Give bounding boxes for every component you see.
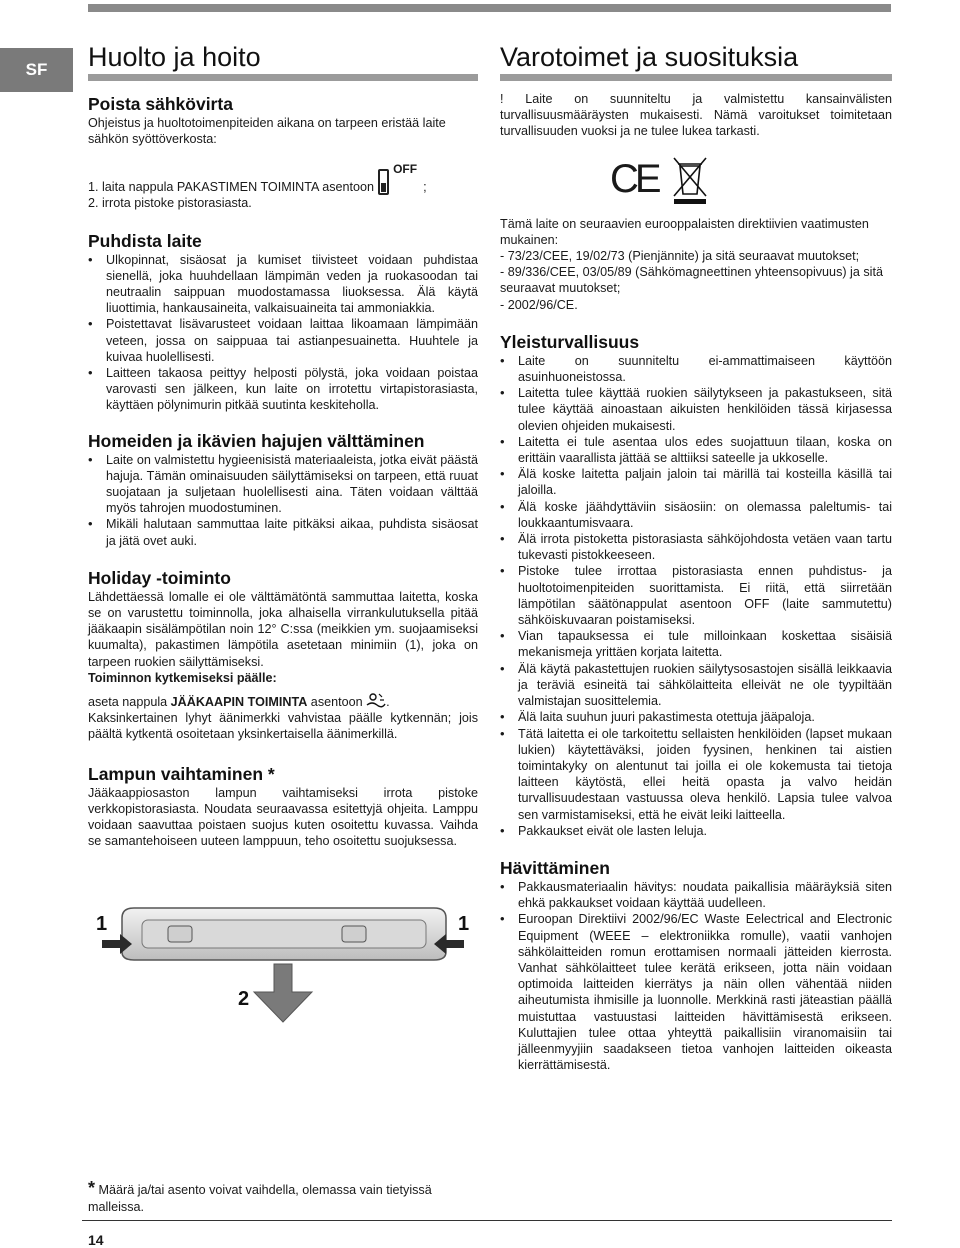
list-item: • Pakkausmateriaalin hävitys: noudata paikallisia määräyksiä siten ehkä pakkaukset voidaan käyttää uudelleen. <box>500 879 892 911</box>
step-1 <box>88 162 478 195</box>
holiday-body: Lähdettäessä lomalle ei ole välttämätöntä sammuttaa laitetta, koska se on varustettu toiminnolla, joka alhaisella virrankulutuksella pitää jääkaapin sisälämpötilan noin 12° C:ssa (meikkien ym. suojaamiseksi kuumalta), pakastimen lämpötila asetetaan minimiin (1), joka on tarpeen ruokien säilyttämiseksi. <box>88 589 478 669</box>
weee-bin-icon <box>670 154 710 204</box>
compliance-marks <box>610 154 892 204</box>
list-item: • Älä käytä pakastettujen ruokien säilytysosastojen sisällä leikkaavia ja teräviä esineitä tai sähkölaitteita elleivät ne ole tyypiltään valmistajan suosittelemia. <box>500 661 892 710</box>
list-item: • Poistettavat lisävarusteet voidaan laittaa likoamaan lämpimään veteen, jossa on saippuaa tai astianpesuainetta. Huuhtele ja kuivaa huolellisesti. <box>88 316 478 365</box>
section-title-maintenance: Huolto ja hoito <box>88 42 261 72</box>
heading-disposal: Hävittäminen <box>500 857 610 878</box>
list-item: • Älä koske jäähdyttäviin sisäosiin: on olemassa paleltumis- tai loukkaantumisvaara. <box>500 499 892 531</box>
top-rule-bar <box>88 4 891 12</box>
step-1-end: ; <box>423 180 427 195</box>
clean-list <box>88 252 478 414</box>
title-rule <box>500 74 892 81</box>
step-1-text: 1. laita nappula PAKASTIMEN TOIMINTA asentoon <box>88 180 375 195</box>
holiday-instruction <box>88 692 478 710</box>
right-column <box>500 40 892 1073</box>
list-item: • Mikäli halutaan sammuttaa laite pitkäksi aikaa, puhdista sisäosat ja jätä ovet auki. <box>88 516 478 548</box>
freezer-knob-icon <box>378 169 389 195</box>
heading-general-safety: Yleisturvallisuus <box>500 331 640 352</box>
list-item: • Laite on valmistettu hygieenisistä materiaaleista, jotka eivät päästä hajuja. Tämän ominaisuuden säilyttämiseksi on tarpeen, että ruuat suojataan ja suljetaan huolellisesti aina. Täten voidaan välttää myös tahrojen muodostuminen. <box>88 452 478 517</box>
language-tab: SF <box>0 48 73 92</box>
section-title-precautions: Varotoimet ja suosituksia <box>500 42 799 72</box>
holiday-instruction-pre: aseta nappula <box>88 695 171 710</box>
diagram-label-right: 1 <box>458 912 470 935</box>
list-item: • Laitetta tulee käyttää ruokien säilytykseen ja pakastukseen, sitä tulee käyttää ainoastaan aikuisten henkilöiden tässä kirjasessa olevien ohjeiden mukaisesti. <box>500 385 892 434</box>
safety-list <box>500 353 892 839</box>
list-item: • Älä koske laitetta paljain jaloin tai märillä tai kosteilla käsillä tai jaloilla. <box>500 466 892 498</box>
directive-line: - 73/23/CEE, 19/02/73 (Pienjännite) ja sitä seuraavat muutokset; <box>500 249 860 264</box>
list-item: • Laitteen takaosa peittyy helposti pölystä, joka voidaan poistaa varovasti sen jälkeen, kun laite on irrotettu virtapistorasiasta, käyttäen pölynimurin pitkää suutinta keskiteholla. <box>88 365 478 414</box>
heading-avoid-mould: Homeiden ja ikävien hajujen välttäminen <box>88 430 425 451</box>
diagram-label-bottom: 2 <box>238 987 250 1010</box>
step-2: 2. irrota pistoke pistorasiasta. <box>88 196 252 211</box>
list-item: • Tätä laitetta ei ole tarkoitettu sellaisten henkilöiden (lapset mukaan lukien) käytettäväksi, joiden fyysinen, henkinen tai aistien toimintakyky on alentunut tai joilla ei ole kokemusta tai tietoja laitteen käytöstä, ellei heitä opasta ja valvo heidän turvallisuudestaan vastuussa oleva henkilö. Lapsia tulee valvoa sen varmistamiseksi, että he eivät leiki laitteella. <box>500 726 892 823</box>
disconnect-intro: Ohjeistus ja huoltotoimenpiteiden aikana on tarpeen eristää laite sähkön syöttöverkosta: <box>88 116 446 147</box>
lamp-body: Jääkaappiosaston lampun vaihtamiseksi irrota pistoke verkkopistorasiasta. Noudata seuraavassa esitettyjä ohjeita. Lamppu voidaan saavuttaa poistaen suojus kuten osoitettu kuvassa. Vaihda se samantehoiseen uuteen lamppuun, teho osoitettu suojuksessa. <box>88 785 478 849</box>
holiday-sun-icon <box>366 692 386 708</box>
title-rule <box>88 74 478 81</box>
list-item: • Pakkaukset eivät ole lasten leluja. <box>500 823 892 839</box>
directive-line: Tämä laite on seuraavien eurooppalaisten direktiivien vaatimusten mukainen: <box>500 216 869 247</box>
holiday-knob-name: JÄÄKAAPIN TOIMINTA <box>170 695 308 710</box>
disconnect-steps <box>88 162 478 211</box>
list-item: • Ulkopinnat, sisäosat ja kumiset tiivisteet voidaan puhdistaa sienellä, joka huuhdellaan lämpimän veden ja ruokasoodan tai neutraalin saippuan muodostamassa liuoksessa. Älä käytä liuottimia, hankausaineita, valkaisuaineita tai ammoniakkia. <box>88 252 478 317</box>
lamp-cover-illustration <box>88 900 478 1025</box>
holiday-instruction-post: asentoon <box>307 695 363 710</box>
list-item: • Älä irrota pistoketta pistorasiasta sähköjohdosta vetäen vaan tartu tukevasti pistokkeeseen. <box>500 531 892 563</box>
heading-clean-appliance: Puhdista laite <box>88 230 202 251</box>
left-column <box>88 40 478 1025</box>
page-number: 14 <box>88 1232 104 1248</box>
heading-holiday: Holiday -toiminto <box>88 567 231 588</box>
holiday-body-2: Kaksinkertainen lyhyt äänimerkki vahvistaa päälle kytkennän; jois päältä kytkentä osoitetaan yksinkertaisella äänimerkillä. <box>88 711 478 742</box>
ce-mark: CE <box>610 156 658 201</box>
holiday-instruction-end: . <box>386 695 390 710</box>
list-item: • Pistoke tulee irrottaa pistorasiasta ennen puhdistus- ja huoltotoimenpiteiden suorittamista. Ei riitä, että siirretään lämpötilan säätönappulat asentoon OFF (laite sammutettu) sähköiskuvaaran poistamiseksi. <box>500 563 892 628</box>
list-item: • Euroopan Direktiivi 2002/96/EC Waste Eelectrical and Electronic Equipment (WEEE – elektroniikka romulle), vaatii vanhojen sähkölaitteiden romun erottamisen normaali jätteiden kierrosta. Vanhat sähkölaitteet tulee kerätä erikseen, jotta näin voidaan optimoida laitteiden kierrätys ja näin ollen vähentää niiden aiheutumista ihmisille ja luonnolle. Merkkinä rasti jäteastian päällä muistuttaa vastuustasi laitteiden hävittämisestä erikseen. Kuluttajien tulee ottaa yhteyttä paikallisiin viranomaisiin tai jälleenmyyjiin saadakseen tietoa vanhojen laitteiden oikeasta kierrättämisestä. <box>500 911 892 1073</box>
diagram-label-left: 1 <box>96 912 108 935</box>
list-item: • Älä laita suuhun juuri pakastimesta otettuja jääpaloja. <box>500 709 892 725</box>
off-label: OFF <box>393 162 418 177</box>
list-item: • Laite on suunniteltu ei-ammattimaiseen käyttöön asuinhuoneistossa. <box>500 353 892 385</box>
disposal-list <box>500 879 892 1073</box>
heading-lamp-replacement: Lampun vaihtaminen * <box>88 763 275 784</box>
mould-list <box>88 452 478 549</box>
directive-line: - 2002/96/CE. <box>500 297 578 312</box>
list-item: • Vian tapauksessa ei tule milloinkaan koskettaa sisäisiä mekanismeja yrittäen korjata laitetta. <box>500 628 892 660</box>
footnote-text: Määrä ja/tai asento voivat vaihdella, olemassa vain tietyissä malleissa. <box>88 1183 432 1214</box>
footnote <box>88 1180 488 1216</box>
footer-rule <box>82 1220 892 1221</box>
list-item: • Laitetta ei tule asentaa ulos edes suojattuun tilaan, koska on erittäin vaarallista jättää se alttiiksi sateelle ja ukkoselle. <box>500 434 892 466</box>
lamp-cover-diagram <box>88 900 478 1025</box>
holiday-subheading: Toiminnon kytkemiseksi päälle: <box>88 670 277 685</box>
directive-line: - 89/336/CEE, 03/05/89 (Sähkömagneettinen yhteensopivuus) ja sitä seuraavat muutokset; <box>500 265 883 296</box>
heading-disconnect-power: Poista sähkövirta <box>88 94 233 114</box>
directives-block <box>500 216 892 313</box>
footnote-star: * <box>88 1178 96 1198</box>
precautions-intro: ! Laite on suunniteltu ja valmistettu kansainvälisten turvallisuusmääräysten mukaisesti. Nämä varoitukset toimitetaan turvallisuuden vuoksi ja ne tulee lukea tarkasti. <box>500 92 892 139</box>
